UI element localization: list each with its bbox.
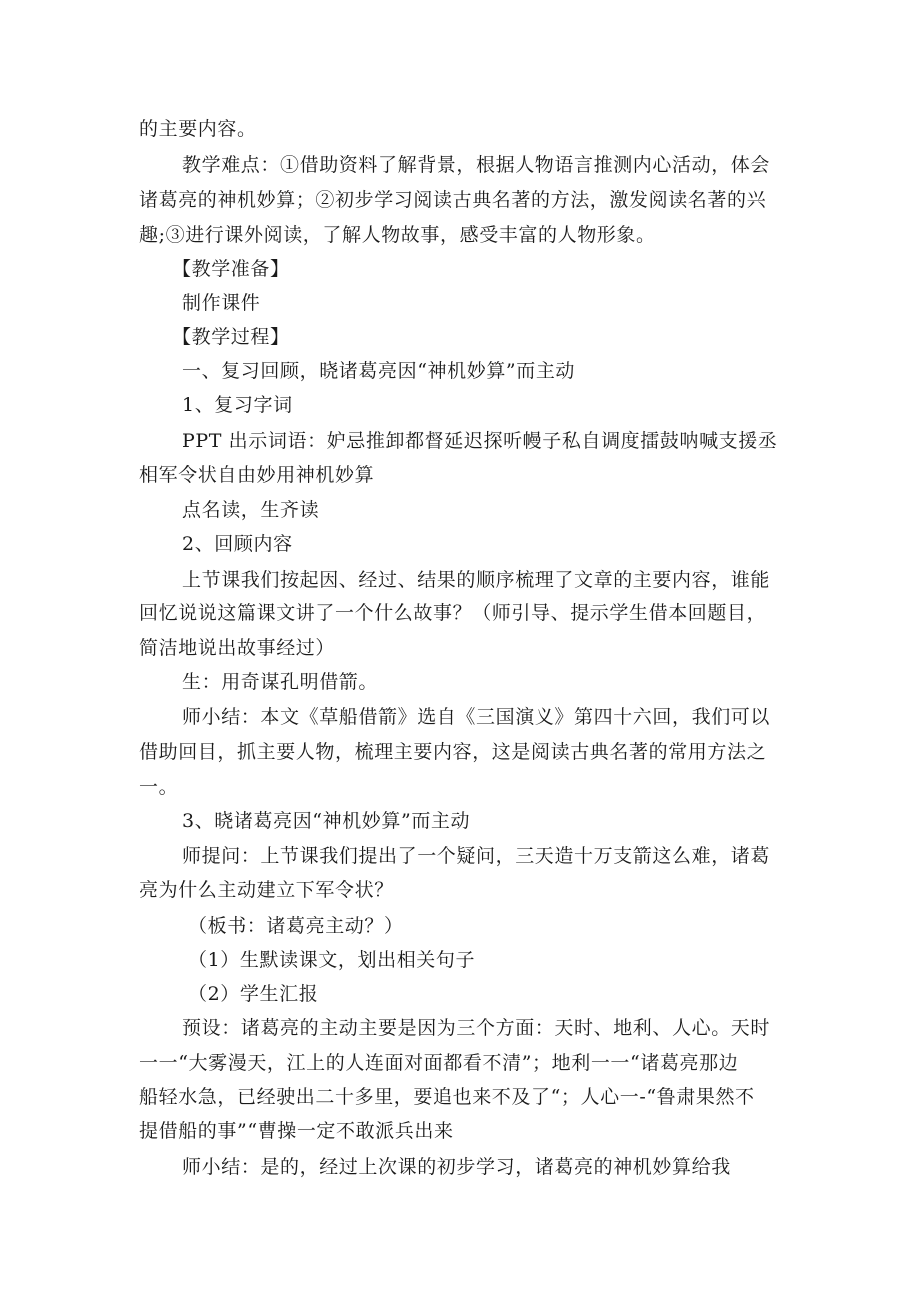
paragraph-line: 教学难点：①借助资料了解背景，根据人物语言推测内心活动，体会: [182, 154, 771, 176]
paragraph-line: （2）学生汇报: [188, 983, 319, 1005]
paragraph-line: （1）生默读课文，划出相关句子: [188, 949, 476, 971]
paragraph-line: 一一“大雾漫天，江上的人连面对面都看不清”；地利一一“诸葛亮那边: [139, 1052, 739, 1074]
section-heading: 【教学过程】: [172, 326, 290, 348]
paragraph-line: 船轻水急，已经驶出二十多里，要追也来不及了“；人心一-“鲁肃果然不: [139, 1086, 755, 1108]
paragraph-line: 趣;③进行课外阅读，了解人物故事，感受丰富的人物形象。: [139, 224, 656, 246]
section-heading: 一、复习回顾，晓诸葛亮因“神机妙算”而主动: [182, 360, 576, 382]
paragraph-line: 师小结：是的，经过上次课的初步学习，诸葛亮的神机妙算给我: [182, 1156, 731, 1178]
paragraph-line: 诸葛亮的神机妙算；②初步学习阅读古典名著的方法，激发阅读名著的兴: [139, 189, 767, 211]
paragraph-line: 师提问：上节课我们提出了一个疑问，三天造十万支箭这么难，诸葛: [182, 845, 771, 867]
paragraph-line: 的主要内容。: [139, 118, 257, 140]
paragraph-line: 相军令状自由妙用神机妙算: [139, 464, 375, 486]
paragraph-line: 上节课我们按起因、经过、结果的顺序梳理了文章的主要内容，谁能: [182, 569, 771, 591]
paragraph-line: 简洁地说出故事经过）: [139, 637, 336, 659]
paragraph-line: 提借船的事”“曹操一定不敢派兵出来: [139, 1120, 454, 1142]
subsection-heading: 1、复习字词: [182, 394, 293, 416]
paragraph-line: PPT 出示词语：妒忌推卸都督延迟探听幔子私自调度擂鼓呐喊支援丞: [182, 430, 778, 452]
paragraph-line: 回忆说说这篇课文讲了一个什么故事？（师引导、提示学生借本回题目，: [139, 602, 767, 624]
paragraph-line: 亮为什么主动建立下军令状？: [139, 879, 394, 901]
paragraph-line: 一。: [139, 776, 179, 798]
subsection-heading: 2、回顾内容: [182, 533, 293, 555]
paragraph-line: 生：用奇谋孔明借箭。: [182, 671, 379, 693]
paragraph-line: （板书：诸葛亮主动？）: [188, 915, 404, 937]
paragraph-line: 借助回目，抓主要人物，梳理主要内容，这是阅读古典名著的常用方法之: [139, 741, 767, 763]
section-heading: 【教学准备】: [172, 258, 290, 280]
paragraph-line: 点名读，生齐读: [182, 499, 320, 521]
subsection-heading: 3、晓诸葛亮因“神机妙算”而主动: [182, 810, 471, 832]
paragraph-line: 师小结：本文《草船借箭》选自《三国演义》第四十六回，我们可以: [182, 706, 771, 728]
paragraph-line: 制作课件: [182, 292, 261, 314]
paragraph-line: 预设：诸葛亮的主动主要是因为三个方面：天时、地利、人心。天时: [182, 1017, 771, 1039]
